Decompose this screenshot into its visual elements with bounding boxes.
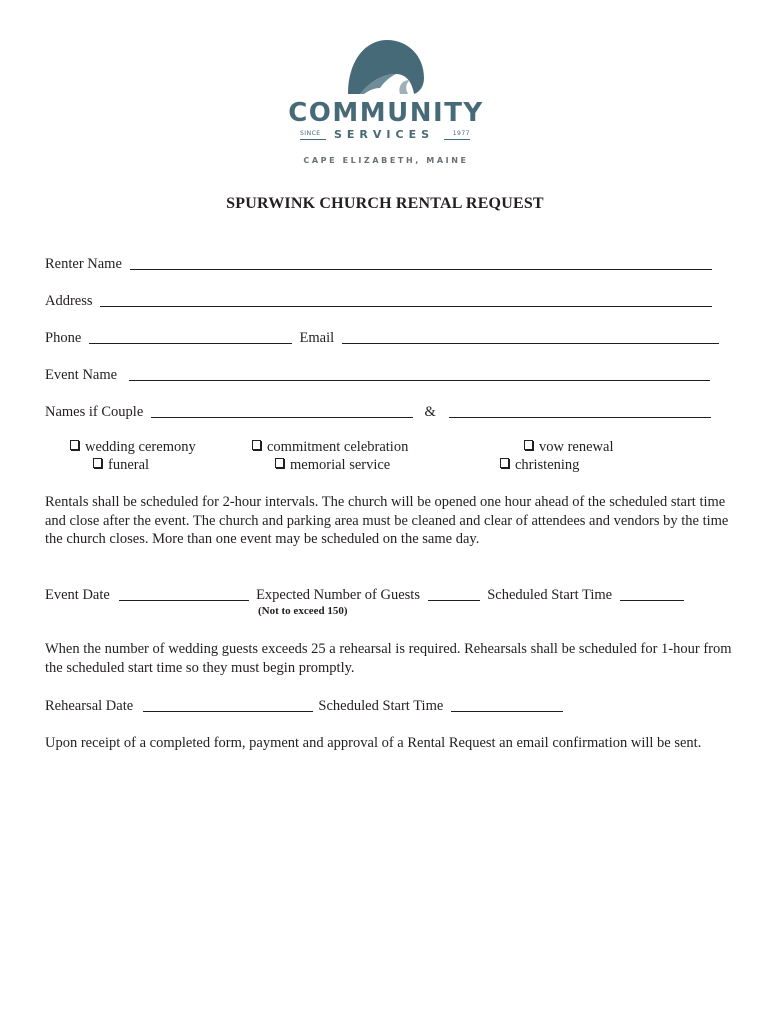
- checkbox-icon[interactable]: [252, 440, 261, 450]
- event-date-field[interactable]: [119, 585, 249, 601]
- divider: [300, 139, 326, 140]
- rehearsal-date-field[interactable]: [143, 696, 313, 712]
- start-time-label: Scheduled Start Time: [487, 587, 613, 603]
- event-name-field[interactable]: [129, 365, 710, 381]
- rental-policy-paragraph: Rentals shall be scheduled for 2-hour intervals. The church will be opened one hour ahead of the scheduled start time and close after the event. The church and parking area must be cleaned and clear of attendees and vendors by the time the church closes. More than one event may be scheduled on the same day.: [45, 494, 729, 547]
- rehearsal-paragraph: When the number of wedding guests exceeds 25 a rehearsal is required. Rehearsals shall be scheduled for 1-hour from the scheduled start time so they must begin promptly.: [45, 641, 732, 676]
- couple-names-row: [45, 402, 711, 422]
- address-row: [45, 291, 712, 311]
- checkbox-icon[interactable]: [275, 458, 284, 468]
- option-label: commitment celebration: [267, 439, 409, 455]
- confirmation-paragraph: Upon receipt of a completed form, payment and approval of a Rental Request an email confirmation will be sent.: [45, 735, 702, 751]
- partner-two-field[interactable]: [449, 402, 711, 418]
- renter-name-label: Renter Name: [45, 256, 122, 272]
- guests-limit-note: (Not to exceed 150): [258, 605, 348, 617]
- option-label: christening: [515, 457, 580, 473]
- option-wedding-ceremony[interactable]: [70, 438, 196, 456]
- event-name-row: [45, 365, 710, 385]
- event-name-label: Event Name: [45, 367, 118, 383]
- option-christening[interactable]: [500, 456, 579, 474]
- phone-email-row: [45, 328, 719, 348]
- option-funeral[interactable]: [93, 456, 149, 474]
- guests-field[interactable]: [428, 585, 480, 601]
- option-memorial-service[interactable]: [275, 456, 390, 474]
- event-details-row: [45, 585, 684, 605]
- logo-since-row: [296, 128, 476, 144]
- checkbox-icon[interactable]: [70, 440, 79, 450]
- ampersand-label: &: [424, 404, 436, 420]
- logo-wordmark: COMMUNITY: [288, 98, 484, 128]
- partner-one-field[interactable]: [151, 402, 413, 418]
- wave-sun-icon: [340, 36, 430, 96]
- option-label: wedding ceremony: [85, 439, 196, 455]
- email-field[interactable]: [342, 328, 719, 344]
- divider: [444, 139, 470, 140]
- logo-since: SINCE: [300, 130, 321, 137]
- event-date-label: Event Date: [45, 587, 110, 603]
- guests-label: Expected Number of Guests: [256, 587, 420, 603]
- logo-location: CAPE ELIZABETH, MAINE: [303, 156, 469, 165]
- address-label: Address: [45, 293, 93, 309]
- rehearsal-start-label: Scheduled Start Time: [318, 698, 444, 714]
- logo-services: SERVICES: [333, 128, 435, 141]
- option-commitment-celebration[interactable]: [252, 438, 408, 456]
- renter-name-field[interactable]: [130, 254, 712, 270]
- page-title: SPURWINK CHURCH RENTAL REQUEST: [226, 195, 544, 212]
- start-time-field[interactable]: [620, 585, 684, 601]
- option-label: vow renewal: [539, 439, 614, 455]
- checkbox-icon[interactable]: [500, 458, 509, 468]
- phone-label: Phone: [45, 330, 82, 346]
- option-label: memorial service: [290, 457, 391, 473]
- logo-year: 1977: [452, 130, 470, 137]
- checkbox-icon[interactable]: [524, 440, 533, 450]
- rehearsal-row: [45, 696, 563, 716]
- option-label: funeral: [108, 457, 150, 473]
- rehearsal-date-label: Rehearsal Date: [45, 698, 134, 714]
- option-vow-renewal[interactable]: [524, 438, 613, 456]
- phone-field[interactable]: [89, 328, 292, 344]
- email-label: Email: [299, 330, 335, 346]
- couple-names-label: Names if Couple: [45, 404, 144, 420]
- renter-name-row: [45, 254, 712, 274]
- checkbox-icon[interactable]: [93, 458, 102, 468]
- rehearsal-start-field[interactable]: [451, 696, 563, 712]
- address-field[interactable]: [100, 291, 712, 307]
